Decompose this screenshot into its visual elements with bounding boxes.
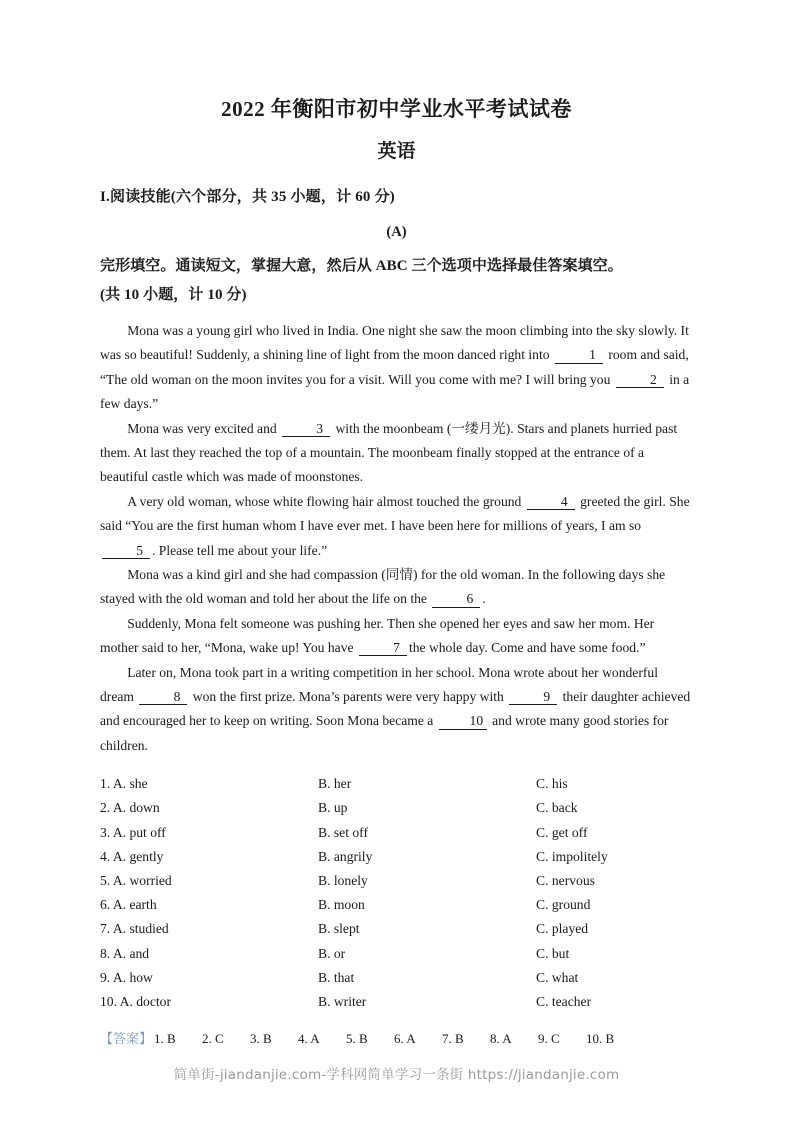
answer-item: 5. B [346, 1031, 368, 1047]
option-a[interactable]: 1. A. she [100, 776, 148, 792]
cloze-blank-7[interactable]: 7 [359, 641, 407, 656]
option-b[interactable]: B. that [318, 969, 355, 985]
passage-paragraph: Mona was a kind girl and she had compassion (同情) for the old woman. In the following days she stayed with the old woman and told her about the life on the 6 . [100, 566, 666, 607]
option-a[interactable]: 6. A. earth [100, 897, 157, 913]
option-row [100, 845, 693, 869]
option-row [100, 942, 693, 966]
option-a[interactable]: 5. A. worried [100, 873, 172, 888]
option-c[interactable]: C. ground [536, 897, 591, 913]
option-a[interactable]: 9. A. how [100, 969, 153, 985]
answer-item: 8. A [490, 1031, 512, 1047]
option-c[interactable]: C. get off [536, 824, 588, 840]
passage-paragraph: Suddenly, Mona felt someone was pushing her. Then she opened her eyes and saw her mom. Her mother said to her, “Mona, wake up! You have 7 the whole day. Come and have some food.” [100, 615, 655, 656]
option-c[interactable]: C. his [536, 776, 568, 792]
cloze-blank-5[interactable]: 5 [102, 544, 150, 559]
option-c[interactable]: C. back [536, 800, 578, 816]
options-list [100, 758, 693, 1014]
option-a[interactable]: 7. A. studied [100, 921, 169, 937]
answer-item: 6. A [394, 1031, 416, 1047]
answer-item: 9. C [538, 1031, 560, 1047]
option-b[interactable]: B. angrily [318, 848, 373, 864]
option-b[interactable]: B. slept [318, 921, 360, 937]
answer-item: 7. B [442, 1031, 464, 1047]
option-a[interactable]: 10. A. doctor [100, 994, 171, 1010]
option-b[interactable]: B. or [318, 945, 346, 961]
answer-key [100, 1014, 693, 1050]
option-row [100, 772, 693, 796]
instruction-line-2: (共 10 小题，计 10 分) [100, 286, 247, 303]
option-b[interactable]: B. writer [318, 994, 367, 1010]
option-a[interactable]: 4. A. gently [100, 848, 164, 864]
option-b[interactable]: B. up [318, 800, 348, 816]
answer-item: 3. B [250, 1031, 272, 1047]
option-c[interactable]: C. played [536, 921, 589, 937]
answer-key-tag: 【答案】 [100, 1031, 153, 1047]
option-row [100, 990, 693, 1014]
option-b[interactable]: B. her [318, 776, 352, 792]
option-row [100, 917, 693, 941]
answer-item: 10. B [586, 1031, 615, 1047]
option-row [100, 966, 693, 990]
answer-item: 2. C [202, 1031, 224, 1047]
option-row [100, 869, 693, 893]
passage-paragraph: Mona was very excited and 3 with the moonbeam (一缕月光). Stars and planets hurried past them. At last they reached the top of a mountain. The moonbeam finally stopped at the entrance of a beautiful castle which was made of moonstones. [100, 420, 678, 485]
option-b[interactable]: B. lonely [318, 873, 368, 888]
subject-title: 英语 [377, 141, 416, 163]
option-c[interactable]: C. but [536, 945, 570, 961]
option-c[interactable]: C. impolitely [536, 848, 608, 864]
cloze-blank-3[interactable]: 3 [282, 422, 330, 437]
option-a[interactable]: 3. A. put off [100, 824, 166, 840]
passage-paragraph: Later on, Mona took part in a writing competition in her school. Mona wrote about her wonderful dream 8 won the first prize. Mona’s parents were very happy with 9 their daughter achieved and encouraged her to keep on writing. Soon Mona became a 10 and wrote many good stories for children. [100, 664, 691, 753]
cloze-blank-10[interactable]: 10 [439, 714, 487, 729]
option-c[interactable]: C. nervous [536, 873, 595, 888]
cloze-blank-2[interactable]: 2 [616, 373, 664, 388]
cloze-blank-1[interactable]: 1 [555, 348, 603, 363]
footer-watermark: 简单街-jiandanjie.com-学科网简单学习一条街 https://jiandanjie.com [173, 1067, 620, 1083]
cloze-blank-6[interactable]: 6 [432, 592, 480, 607]
option-b[interactable]: B. set off [318, 824, 368, 840]
option-row [100, 893, 693, 917]
instruction-line-1: 完形填空。通读短文，掌握大意，然后从 ABC 三个选项中选择最佳答案填空。 [100, 258, 623, 275]
option-a[interactable]: 2. A. down [100, 800, 160, 816]
option-b[interactable]: B. moon [318, 897, 365, 913]
cloze-blank-8[interactable]: 8 [139, 690, 187, 705]
answer-item: 1. B [154, 1031, 176, 1047]
cloze-blank-9[interactable]: 9 [509, 690, 557, 705]
page-title: 2022 年衡阳市初中学业水平考试试卷 [221, 97, 572, 121]
answer-item: 4. A [298, 1031, 320, 1047]
passage-paragraph: Mona was a young girl who lived in India. One night she saw the moon climbing into the sky slowly. It was so beautiful! Suddenly, a shining line of light from the moon danced right into 1 room and said, “The old woman on the moon invites you for a visit. Will you come with me? I will bring you 2 in a few days.” [100, 322, 690, 412]
cloze-passage [100, 307, 693, 758]
section-heading: I.阅读技能(六个部分，共 35 小题，计 60 分) [100, 188, 395, 205]
option-c[interactable]: C. teacher [536, 994, 592, 1010]
part-label: (A) [386, 223, 407, 240]
option-row [100, 796, 693, 820]
passage-paragraph: A very old woman, whose white flowing hair almost touched the ground 4 greeted the girl. She said “You are the first human whom I have ever met. I have been here for millions of years, I am so 5 . Please tell me about your life.” [100, 493, 690, 558]
option-c[interactable]: C. what [536, 969, 579, 985]
option-a[interactable]: 8. A. and [100, 945, 150, 961]
option-row [100, 821, 693, 845]
cloze-blank-4[interactable]: 4 [527, 495, 575, 510]
